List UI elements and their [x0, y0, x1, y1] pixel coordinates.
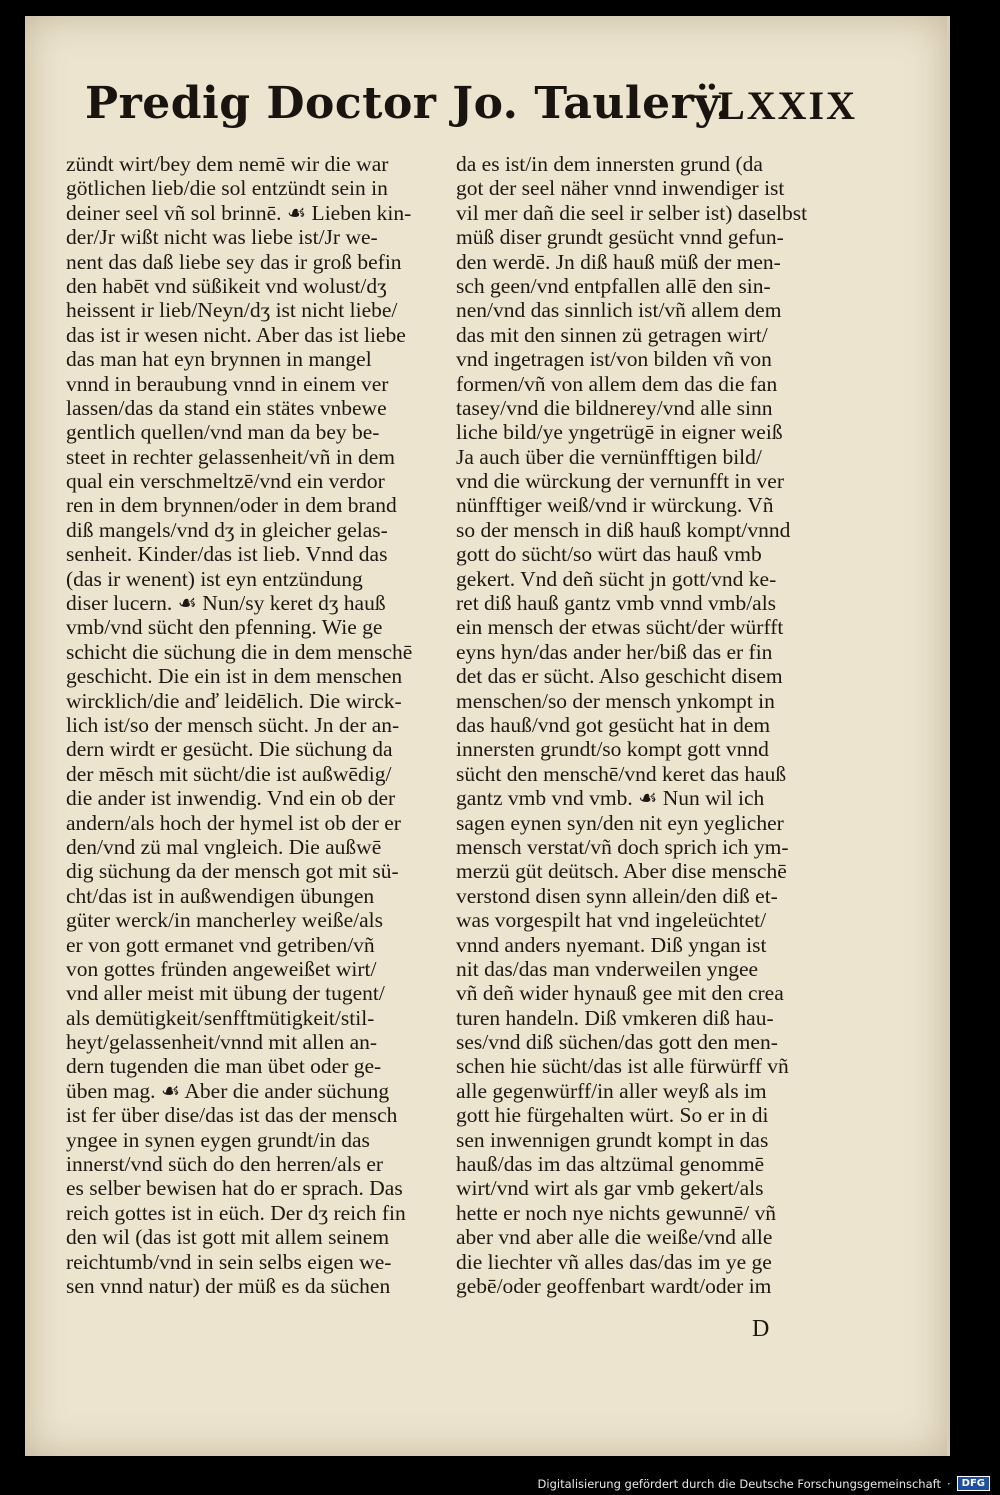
- text-line: nen/vnd das sinnlich ist/vñ allem dem: [456, 298, 782, 323]
- text-line: schicht die süchung die in dem menschē: [66, 639, 413, 664]
- text-line: vnd aller meist mit übung der tugent/: [66, 981, 385, 1006]
- text-line: ein mensch der etwas sücht/der würfft: [456, 615, 784, 640]
- funding-credit: Digitalisierung gefördert durch die Deutsche Forschungsgemeinschaft: [537, 1476, 941, 1491]
- text-line: vil mer dañ die seel ir selber ist) daselbst: [456, 200, 808, 225]
- text-line: ren in dem brynnen/oder in dem brand: [66, 493, 397, 518]
- text-line: dig süchung da der mensch got mit sü-: [66, 859, 399, 884]
- text-line: gott do sücht/so würt das hauß vmb: [456, 542, 762, 567]
- text-line: verstond disen synn allein/den diß et-: [456, 883, 778, 908]
- text-line: vmb/vnd sücht den pfenning. Wie ge: [66, 615, 383, 640]
- text-line: deiner seel vñ sol brinnē. ☙ Lieben kin-: [66, 200, 412, 225]
- text-line: lassen/das da stand ein stätes vnbewe: [66, 395, 387, 420]
- text-line: den werdē. Jn diß hauß müß der men-: [456, 249, 781, 274]
- text-line: zündt wirt/bey dem nemē wir die war: [66, 152, 389, 176]
- text-line: ses/vnd diß süchen/das gott den men-: [456, 1030, 778, 1055]
- text-line: ist fer über dise/das ist das der mensch: [66, 1103, 398, 1128]
- text-line: nünfftiger weiß/vnd ir würckung. Vñ: [456, 493, 774, 518]
- text-line: mensch verstat/vñ doch sprich ich ym-: [456, 834, 789, 859]
- text-line: gentlich quellen/vnd man da bey be-: [66, 420, 380, 445]
- text-line: yngee in synen eygen grundt/in das: [66, 1127, 370, 1152]
- catchword: D: [752, 1316, 770, 1342]
- text-line: alle gegenwürff/in aller weyß als im: [456, 1078, 767, 1103]
- text-line: sen inwennigen grundt kompt in das: [456, 1127, 769, 1152]
- text-line: den wil (das ist gott mit allem seinem: [66, 1225, 390, 1250]
- book-page: [25, 16, 950, 1456]
- dfg-logo: DFG: [957, 1476, 990, 1491]
- text-line: das man hat eyn brynnen in mangel: [66, 347, 372, 372]
- text-line: er von gott ermanet vnd getriben/vñ: [66, 932, 375, 957]
- folio-number: LXXIX: [718, 83, 857, 128]
- text-line: nit das/das man vnderweilen yngee: [456, 956, 759, 981]
- text-line: steet in rechter gelassenheit/vñ in dem: [66, 444, 395, 469]
- text-line: hette er noch nye nichts gewunnē/ vñ: [456, 1200, 777, 1225]
- text-line: da es ist/in dem innersten grund (da: [456, 152, 763, 176]
- text-line: lich ist/so der mensch sücht. Jn der an-: [66, 712, 400, 737]
- credit-separator: ·: [947, 1476, 951, 1491]
- text-line: es selber bewisen hat do er sprach. Das: [66, 1176, 403, 1201]
- text-line: Ja auch über die vernünfftigen bild/: [456, 444, 762, 469]
- text-line: sagen eynen syn/den nit eyn yeglicher: [456, 810, 784, 835]
- text-line: dern tugenden die man übet oder ge-: [66, 1054, 382, 1079]
- text-line: formen/vñ von allem dem das die fan: [456, 371, 778, 396]
- text-line: das ist ir wesen nicht. Aber das ist liebe: [66, 322, 406, 347]
- text-line: vnd die würckung der vernunfft in ver: [456, 469, 784, 494]
- text-line: der/Jr wißt nicht was liebe ist/Jr we-: [66, 225, 378, 250]
- text-line: sen vnnd natur) der müß es da süchen: [66, 1273, 391, 1298]
- running-title: Predig Doctor Jo. Taulerÿ.: [85, 78, 732, 129]
- text-line: senheit. Kinder/das ist lieb. Vnnd das: [66, 542, 388, 567]
- text-line: innerst/vnd süch do den herren/als er: [66, 1152, 384, 1177]
- text-line: vñ deñ wider hynauß gee mit den crea: [456, 981, 784, 1006]
- text-line: vnnd anders nyemant. Diß yngan ist: [456, 932, 767, 957]
- text-line: menschen/so der mensch ynkompt in: [456, 688, 775, 713]
- text-line: andern/als hoch der hymel ist ob der er: [66, 810, 401, 835]
- text-line: als demütigkeit/senfftmütigkeit/stil-: [66, 1005, 375, 1030]
- text-line: güter werck/in mancherley weiße/als: [66, 908, 383, 933]
- text-line: got der seel näher vnnd inwendiger ist: [456, 176, 785, 201]
- text-line: müß diser grundt gesücht vnnd gefun-: [456, 225, 784, 250]
- text-line: vnd ingetragen ist/von bilden vñ von: [456, 347, 772, 372]
- text-line: das hauß/vnd got gesücht hat in dem: [456, 712, 771, 737]
- text-line: diß mangels/vnd dʒ in gleicher gelas-: [66, 517, 388, 542]
- text-line: qual ein verschmeltzē/vnd ein verdor: [66, 469, 385, 494]
- text-line: den habēt vnd süßikeit vnd wolust/dʒ: [66, 273, 387, 298]
- text-line: heissent ir lieb/Neyn/dʒ ist nicht liebe/: [66, 298, 398, 323]
- text-line: gott hie fürgehalten würt. So er in di: [456, 1103, 769, 1128]
- text-line: innersten grundt/so kompt gott vnnd: [456, 737, 769, 762]
- text-line: schen hie sücht/das ist alle fürwürff vñ: [456, 1054, 789, 1079]
- text-line: sch geen/vnd entpfallen allē den sin-: [456, 273, 771, 298]
- text-line: vnnd in beraubung vnnd in einem ver: [66, 371, 389, 396]
- text-line: was vorgespilt hat vnd ingeleüchtet/: [456, 908, 767, 933]
- text-line: der mēsch mit sücht/die ist außwēdig/: [66, 761, 392, 786]
- text-line: so der mensch in diß hauß kompt/vnnd: [456, 517, 791, 542]
- text-line: gantz vmb vnd vmb. ☙ Nun wil ich: [456, 786, 765, 811]
- text-line: dern wirdt er gesücht. Die süchung da: [66, 737, 393, 762]
- text-column-right: [456, 152, 836, 1298]
- page-header: [85, 78, 885, 148]
- text-line: gebē/oder geoffenbart wardt/oder im: [456, 1273, 772, 1298]
- text-line: wircklich/die anď leidēlich. Die wirck-: [66, 688, 402, 713]
- text-line: liche bild/ye yngetrügē in eigner weiß: [456, 420, 783, 445]
- text-line: nent das daß liebe sey das ir groß befin: [66, 249, 402, 274]
- text-line: gekert. Vnd deñ sücht jn gott/vnd ke-: [456, 566, 777, 591]
- text-line: die ander ist inwendig. Vnd ein ob der: [66, 786, 396, 811]
- text-line: (das ir wenent) ist eyn entzündung: [66, 566, 363, 591]
- text-line: cht/das ist in außwendigen übungen: [66, 883, 375, 908]
- text-line: von gottes fründen angeweißet wirt/: [66, 956, 377, 981]
- text-line: wirt/vnd wirt als gar vmb gekert/als: [456, 1176, 764, 1201]
- text-line: die liechter vñ alles das/das im ye ge: [456, 1249, 772, 1274]
- text-line: aber vnd aber alle die weiße/vnd alle: [456, 1225, 773, 1250]
- text-line: den/vnd zü mal vngleich. Die außwē: [66, 834, 382, 859]
- text-line: heyt/gelassenheit/vnnd mit allen an-: [66, 1030, 378, 1055]
- text-line: ret diß hauß gantz vmb vnnd vmb/als: [456, 591, 777, 616]
- digitization-footer: [538, 1476, 990, 1491]
- text-line: hauß/das im das altzümal genommē: [456, 1152, 765, 1177]
- text-line: götlichen lieb/die sol entzündt sein in: [66, 176, 388, 201]
- text-line: turen handeln. Diß vmkeren diß hau-: [456, 1005, 774, 1030]
- text-line: reich gottes ist in eüch. Der dʒ reich fin: [66, 1200, 406, 1225]
- text-line: tasey/vnd die bildnerey/vnd alle sinn: [456, 395, 773, 420]
- text-column-left: [66, 152, 446, 1298]
- text-line: eyns hyn/das ander her/biß das er fin: [456, 639, 773, 664]
- text-line: geschicht. Die ein ist in dem menschen: [66, 664, 403, 689]
- text-line: diser lucern. ☙ Nun/sy keret dʒ hauß: [66, 591, 386, 616]
- text-line: das mit den sinnen zü getragen wirt/: [456, 322, 768, 347]
- text-line: det das er sücht. Also geschicht disem: [456, 664, 783, 689]
- text-line: merzü güt deütsch. Aber dise menschē: [456, 859, 787, 884]
- text-line: üben mag. ☙ Aber die ander süchung: [66, 1078, 390, 1103]
- text-line: reichtumb/vnd in sein selbs eigen we-: [66, 1249, 392, 1274]
- text-line: sücht den menschē/vnd keret das hauß: [456, 761, 787, 786]
